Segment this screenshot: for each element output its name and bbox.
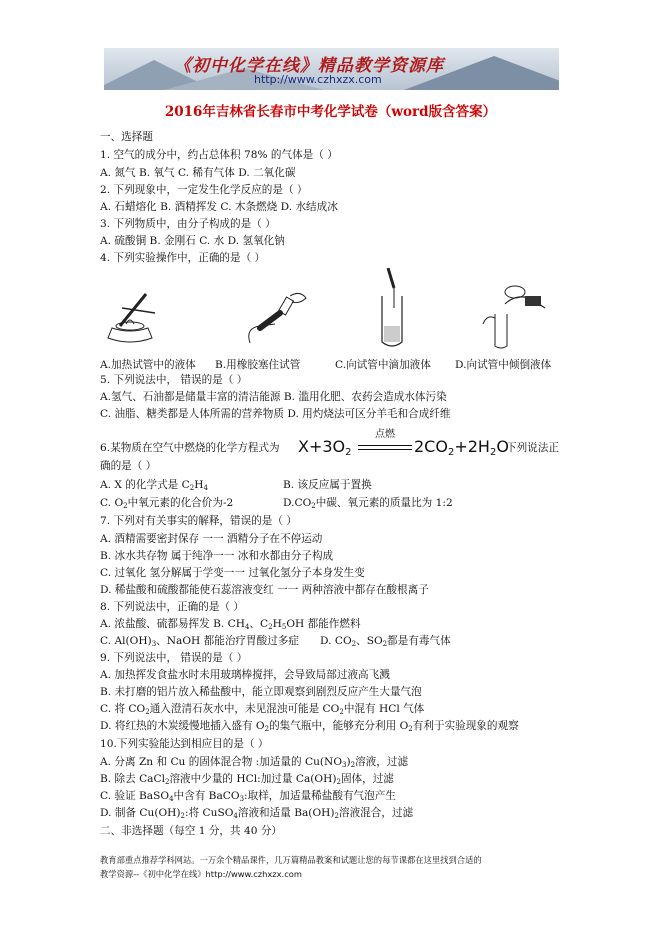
question-10: 10.下列实验能达到相应目的是（ ） (100, 738, 269, 750)
question-6-option-b: B. 该反应属于置换 (283, 479, 372, 491)
question-1: 1. 空气的成分中，约占总体积 78% 的气体是（ ） (100, 149, 338, 161)
question-8-option-d: D. $CO_2$、$SO_2$都是有毒气体 (320, 635, 451, 648)
question-7-option-d: D. 稀盐酸和硫酸都能使石蕊溶液变红 一一 两种溶液中都存在酸根离子 (100, 584, 429, 596)
question-2-options: A. 石蜡熔化 B. 酒精挥发 C. 木条燃烧 D. 水结成冰 (100, 201, 338, 213)
question-5: 5. 下列说法中， 错误的是（ ） (100, 374, 248, 386)
equation-subscript: 2 (447, 447, 455, 458)
question-9-option-a: A. 加热挥发食盐水时未用玻璃棒搅拌，会导致局部过液高飞溅 (100, 669, 390, 681)
question-9-option-d: D. 将红热的木炭缓慢地插入盛有 $O_2$的集气瓶中，能够充分利用 $O_2$有利于实验现象的观察 (100, 720, 519, 733)
question-9-option-c: C. 将 $CO_2$通入澄清石灰水中，未见混浊可能是 $CO_2$中混有 HCl 气体 (100, 703, 425, 716)
footer-line: 教育部重点推荐学科网站。一万余个精品课件，几万篇精品教案和试题让您的每节课都在这里找到合适的 (100, 855, 482, 865)
question-6-option-a: A. X 的化学式是 $C_2H_4$ (100, 479, 208, 492)
question-8-options-ab: A. 浓盐酸、硫都易挥发 B. $CH_4$、$C_2H_5OH$ 都能作燃料 (100, 618, 361, 631)
question-6-option-d: $D.CO_2$中碳、氧元素的质量比为 1:2 (283, 497, 453, 510)
equation-subscript: 2 (345, 447, 352, 458)
equation-bar (358, 449, 412, 450)
footer-note (100, 853, 570, 881)
page-title: 2016年吉林省长春市中考化学试卷（word版含答案） (164, 104, 497, 120)
question-10-option-d: D. 制备 $Cu(OH)_2$:将 CuSO$_4$溶液和适量 $Ba(OH)_2$溶液混合，过滤 (100, 807, 414, 820)
equation-subscript: 2 (489, 447, 497, 458)
question-3-options: A. 硫酸铜 B. 金刚石 C. 水 D. 氢氧化钠 (100, 235, 285, 247)
question-10-option-b: B. 除去 CaCl$_2$溶液中少量的 HCl:加过量 $Ca(OH)_2$固体，过滤 (100, 773, 394, 786)
question-7-option-a: A. 酒精需要密封保存 一一 酒精分子在不停运动 (100, 533, 323, 545)
equation-product-o: O (496, 437, 509, 456)
footer-line[interactable]: 教学资源--《初中化学在线》http://www.czhxzx.com (100, 869, 302, 879)
header-banner (104, 48, 559, 90)
question-3: 3. 下列物质中，由分子构成的是（ ） (100, 218, 276, 230)
equation-product-h2o: +2H (454, 437, 490, 456)
equation-product-co2: 2CO (414, 437, 448, 456)
question-6-line2: 确的是（ ） (100, 460, 157, 472)
equation-left: X+3O (298, 437, 346, 456)
lab-dropper-image (368, 268, 418, 350)
option-b-caption: B.用橡胶塞住试管 (215, 359, 301, 371)
question-8: 8. 下列说法中，正确的是（ ） (100, 601, 244, 613)
question-1-options: A. 氮气 B. 氧气 C. 稀有气体 D. 二氧化碳 (100, 167, 296, 179)
lab-heating-test-tube-image (100, 288, 170, 346)
question-4: 4. 下列实验操作中，正确的是（ ） (100, 252, 266, 264)
question-8-option-c: C. $Al(OH)_3$、NaOH 都能治疗胃酸过多症 (100, 635, 299, 648)
question-6-option-c: C. $O_2$中氧元素的化合价为-2 (100, 497, 234, 510)
banner-title: 《初中化学在线》精品教学资源库 (174, 56, 444, 76)
question-10-option-c: C. 验证 BaSO$_4$中含有 BaCO$_3$:取样，加适量稀盐酸有气泡产生 (100, 790, 396, 803)
banner-url[interactable]: http://www.czhxzx.com (254, 73, 382, 86)
equation-condition: 点燃 (375, 429, 395, 440)
lab-stopper-image (240, 288, 310, 346)
option-c-caption: C.向试管中滴加液体 (335, 359, 431, 371)
section-heading: 一、选择题 (100, 131, 153, 143)
lab-pouring-image (475, 274, 555, 350)
section-heading: 二、非选择题（每空 1 分，共 40 分） (100, 825, 283, 837)
option-a-caption: A.加热试管中的液体 (100, 359, 196, 371)
question-2: 2. 下列现象中，一定发生化学反应的是（ ） (100, 184, 308, 196)
question-6-suffix: 下列说法正 (506, 442, 559, 454)
question-6-prefix: 6.某物质在空气中燃烧的化学方程式为 (100, 442, 280, 454)
question-9: 9. 下列说法中， 错误的是（ ） (100, 652, 248, 664)
question-5-options-ab: A.氢气、石油都是储量丰富的清洁能源 B. 滥用化肥、农药会造成水体污染 (100, 391, 447, 403)
question-5-options-cd: C. 油脂、糖类都是人体所需的营养物质 D. 用灼烧法可区分羊毛和合成纤维 (100, 408, 451, 420)
equation-bar (358, 445, 412, 446)
question-9-option-b: B. 未打磨的铝片放入稀盐酸中，能立即观察到剧烈反应产生大量气泡 (100, 686, 422, 698)
question-7-option-c: C. 过氧化 氢分解属于学变一一 过氧化氢分子本身发生变 (100, 567, 365, 579)
question-10-option-a: A. 分离 Zn 和 Cu 的固体混合物 :加适量的 $Cu(NO_3)_2$溶液，过滤 (100, 756, 409, 769)
question-7-option-b: B. 冰水共存物 属于纯净一一 冰和水都由分子构成 (100, 550, 334, 562)
option-d-caption: D.向试管中倾倒液体 (455, 359, 552, 371)
question-7: 7. 下列对有关事实的解释，错误的是（ ） (100, 515, 297, 527)
chemical-equation (298, 425, 509, 461)
